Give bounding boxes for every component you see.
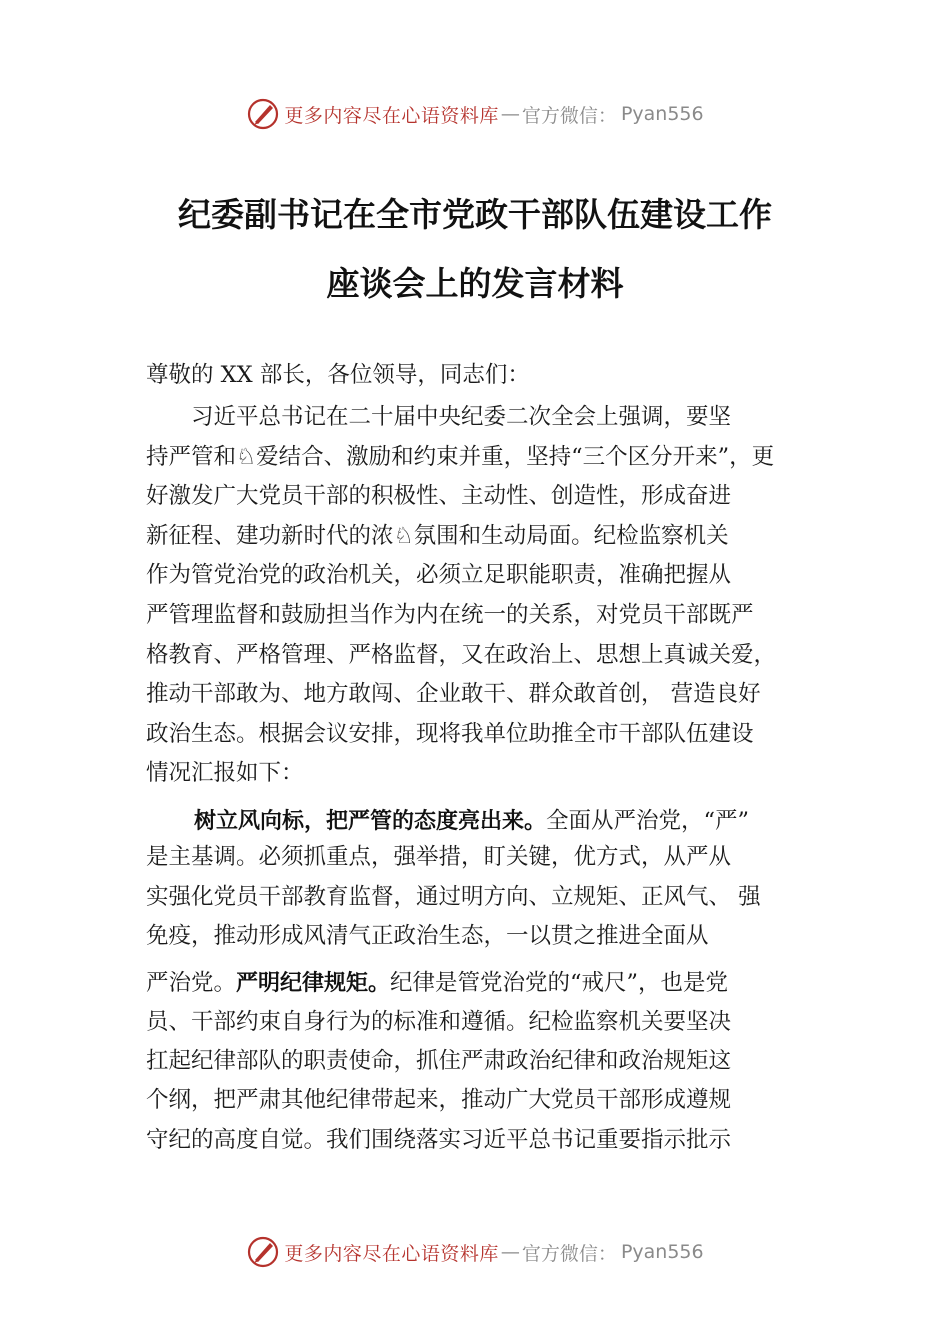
brand-wechat-label: 官方微信：	[521, 104, 617, 127]
body-text: 严治党。	[146, 970, 237, 996]
document-title-line-2: 座谈会上的发言材料	[326, 264, 624, 303]
brand-logo-icon	[246, 97, 280, 131]
body-line: 持严管和♘爱结合、激励和约束并重，坚持“三个区分开来”，更	[146, 444, 775, 470]
section-heading: 严明纪律规矩。	[236, 971, 391, 996]
brand-wechat-id: Pyan556	[620, 1241, 704, 1263]
brand-footer	[0, 1232, 950, 1272]
body-line: 免疫，推动形成风清气正政治生态，一以贯之推进全面从	[146, 923, 709, 949]
brand-header	[0, 94, 950, 134]
brand-text: 更多内容尽在心语资料库	[284, 104, 499, 127]
body-line: 实强化党员干部教育监督，通过明方向、立规矩、正风气、 强	[146, 884, 761, 910]
body-text: 全面从严治党，“严”	[546, 808, 750, 834]
body-line: 格教育、严格管理、严格监督，又在政治上、思想上真诚关爱，	[146, 642, 777, 668]
body-line: 作为管党治党的政治机关，必须立足职能职责，准确把握从	[146, 562, 732, 588]
salutation: 尊敬的 XX 部长，各位领导，同志们：	[146, 362, 530, 388]
brand-separator: —	[500, 1241, 520, 1263]
body-line: 员、干部约束自身行为的标准和遵循。纪检监察机关要坚决	[146, 1009, 732, 1035]
section-heading-line	[146, 968, 728, 999]
body-line: 政治生态。根据会议安排，现将我单位助推全市干部队伍建设	[146, 721, 754, 747]
body-text: 纪律是管党治党的“戒尺”，也是党	[390, 970, 729, 996]
brand-text: 更多内容尽在心语资料库	[284, 1242, 499, 1265]
body-line: 新征程、建功新时代的浓♘氛围和生动局面。纪检监察机关	[146, 523, 729, 549]
body-line: 好激发广大党员干部的积极性、主动性、创造性，形成奋进	[146, 483, 732, 509]
body-line: 是主基调。必须抓重点，强举措，盯关键，优方式，从严从	[146, 844, 732, 870]
body-line: 扛起纪律部队的职责使命，抓住严肃政治纪律和政治规矩这	[146, 1048, 732, 1074]
body-line: 习近平总书记在二十届中央纪委二次全会上强调，要坚	[146, 404, 732, 430]
brand-wechat-label: 官方微信：	[521, 1242, 617, 1265]
section-heading: 树立风向标，把严管的态度亮出来。	[194, 809, 547, 834]
brand-logo-icon	[246, 1235, 280, 1269]
brand-wechat-id: Pyan556	[620, 103, 704, 125]
section-heading-line	[194, 806, 749, 837]
brand-separator: —	[500, 103, 520, 125]
body-line: 守纪的高度自觉。我们围绕落实习近平总书记重要指示批示	[146, 1127, 732, 1153]
body-line: 推动干部敢为、地方敢闯、企业敢干、群众敢首创， 营造良好	[146, 681, 761, 707]
document-title-line-1: 纪委副书记在全市党政干部队伍建设工作	[178, 195, 772, 234]
body-line: 情况汇报如下：	[146, 760, 304, 786]
body-line: 严管理监督和鼓励担当作为内在统一的关系，对党员干部既严	[146, 602, 754, 628]
body-line: 个纲，把严肃其他纪律带起来，推动广大党员干部形成遵规	[146, 1087, 732, 1113]
